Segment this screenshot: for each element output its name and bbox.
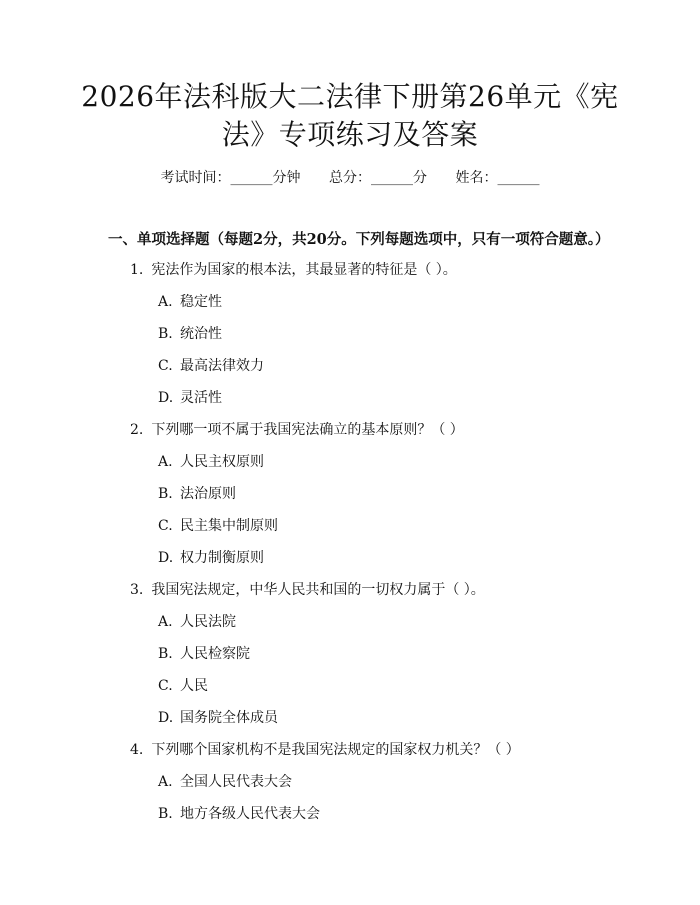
question-number: 1. [130, 262, 144, 278]
question-text: 下列哪个国家机构不是我国宪法规定的国家权力机关？（ ） [151, 742, 520, 758]
question-1-option-a [158, 292, 222, 312]
option-text: 法治原则 [180, 486, 236, 502]
option-text: 最高法律效力 [180, 358, 264, 374]
question-1 [130, 260, 457, 280]
option-text: 权力制衡原则 [180, 550, 264, 566]
document-title [60, 78, 640, 154]
option-letter: D. [158, 550, 174, 566]
option-letter: B. [158, 486, 173, 502]
question-number: 3. [130, 582, 144, 598]
option-text: 稳定性 [180, 294, 222, 310]
option-text: 人民检察院 [180, 646, 250, 662]
option-letter: D. [158, 390, 174, 406]
question-3-option-c [158, 676, 208, 696]
option-letter: A. [158, 294, 173, 310]
option-text: 人民 [180, 678, 208, 694]
option-letter: B. [158, 806, 173, 822]
question-2 [130, 420, 464, 440]
option-text: 地方各级人民代表大会 [180, 806, 320, 822]
option-letter: B. [158, 326, 173, 342]
exam-time-field: 考试时间：______分钟 [160, 170, 301, 186]
option-letter: A. [158, 614, 173, 630]
question-4 [130, 740, 520, 760]
option-letter: A. [158, 454, 173, 470]
question-text: 我国宪法规定，中华人民共和国的一切权力属于（ ）。 [151, 582, 485, 598]
question-3-option-a [158, 612, 236, 632]
total-score-field: 总分：______分 [329, 170, 427, 186]
option-text: 人民主权原则 [180, 454, 264, 470]
title-line-1: 2026年法科版大二法律下册第26单元《宪 [81, 80, 619, 113]
section-heading: 一、单项选择题（每题2分，共20分。下列每题选项中，只有一项符合题意。） [108, 231, 610, 248]
option-letter: D. [158, 710, 174, 726]
question-1-option-d [158, 388, 222, 408]
name-field: 姓名：______ [455, 170, 540, 186]
question-3-option-b [158, 644, 250, 664]
question-2-option-a [158, 452, 264, 472]
question-2-option-c [158, 516, 278, 536]
title-line-2: 法》专项练习及答案 [221, 118, 479, 151]
option-letter: A. [158, 774, 173, 790]
option-letter: C. [158, 678, 173, 694]
question-4-option-a [158, 772, 292, 792]
question-1-option-b [158, 324, 222, 344]
question-4-option-b [158, 804, 320, 824]
question-2-option-d [158, 548, 264, 568]
option-text: 全国人民代表大会 [180, 774, 292, 790]
option-text: 国务院全体成员 [180, 710, 278, 726]
question-3 [130, 580, 485, 600]
option-letter: C. [158, 518, 173, 534]
question-number: 2. [130, 422, 144, 438]
question-1-option-c [158, 356, 264, 376]
option-text: 统治性 [180, 326, 222, 342]
exam-meta [0, 168, 700, 188]
question-text: 宪法作为国家的根本法，其最显著的特征是（ ）。 [151, 262, 457, 278]
option-text: 民主集中制原则 [180, 518, 278, 534]
option-letter: C. [158, 358, 173, 374]
question-2-option-b [158, 484, 236, 504]
option-text: 人民法院 [180, 614, 236, 630]
question-3-option-d [158, 708, 278, 728]
question-text: 下列哪一项不属于我国宪法确立的基本原则？（ ） [151, 422, 464, 438]
question-number: 4. [130, 742, 144, 758]
option-letter: B. [158, 646, 173, 662]
option-text: 灵活性 [180, 390, 222, 406]
